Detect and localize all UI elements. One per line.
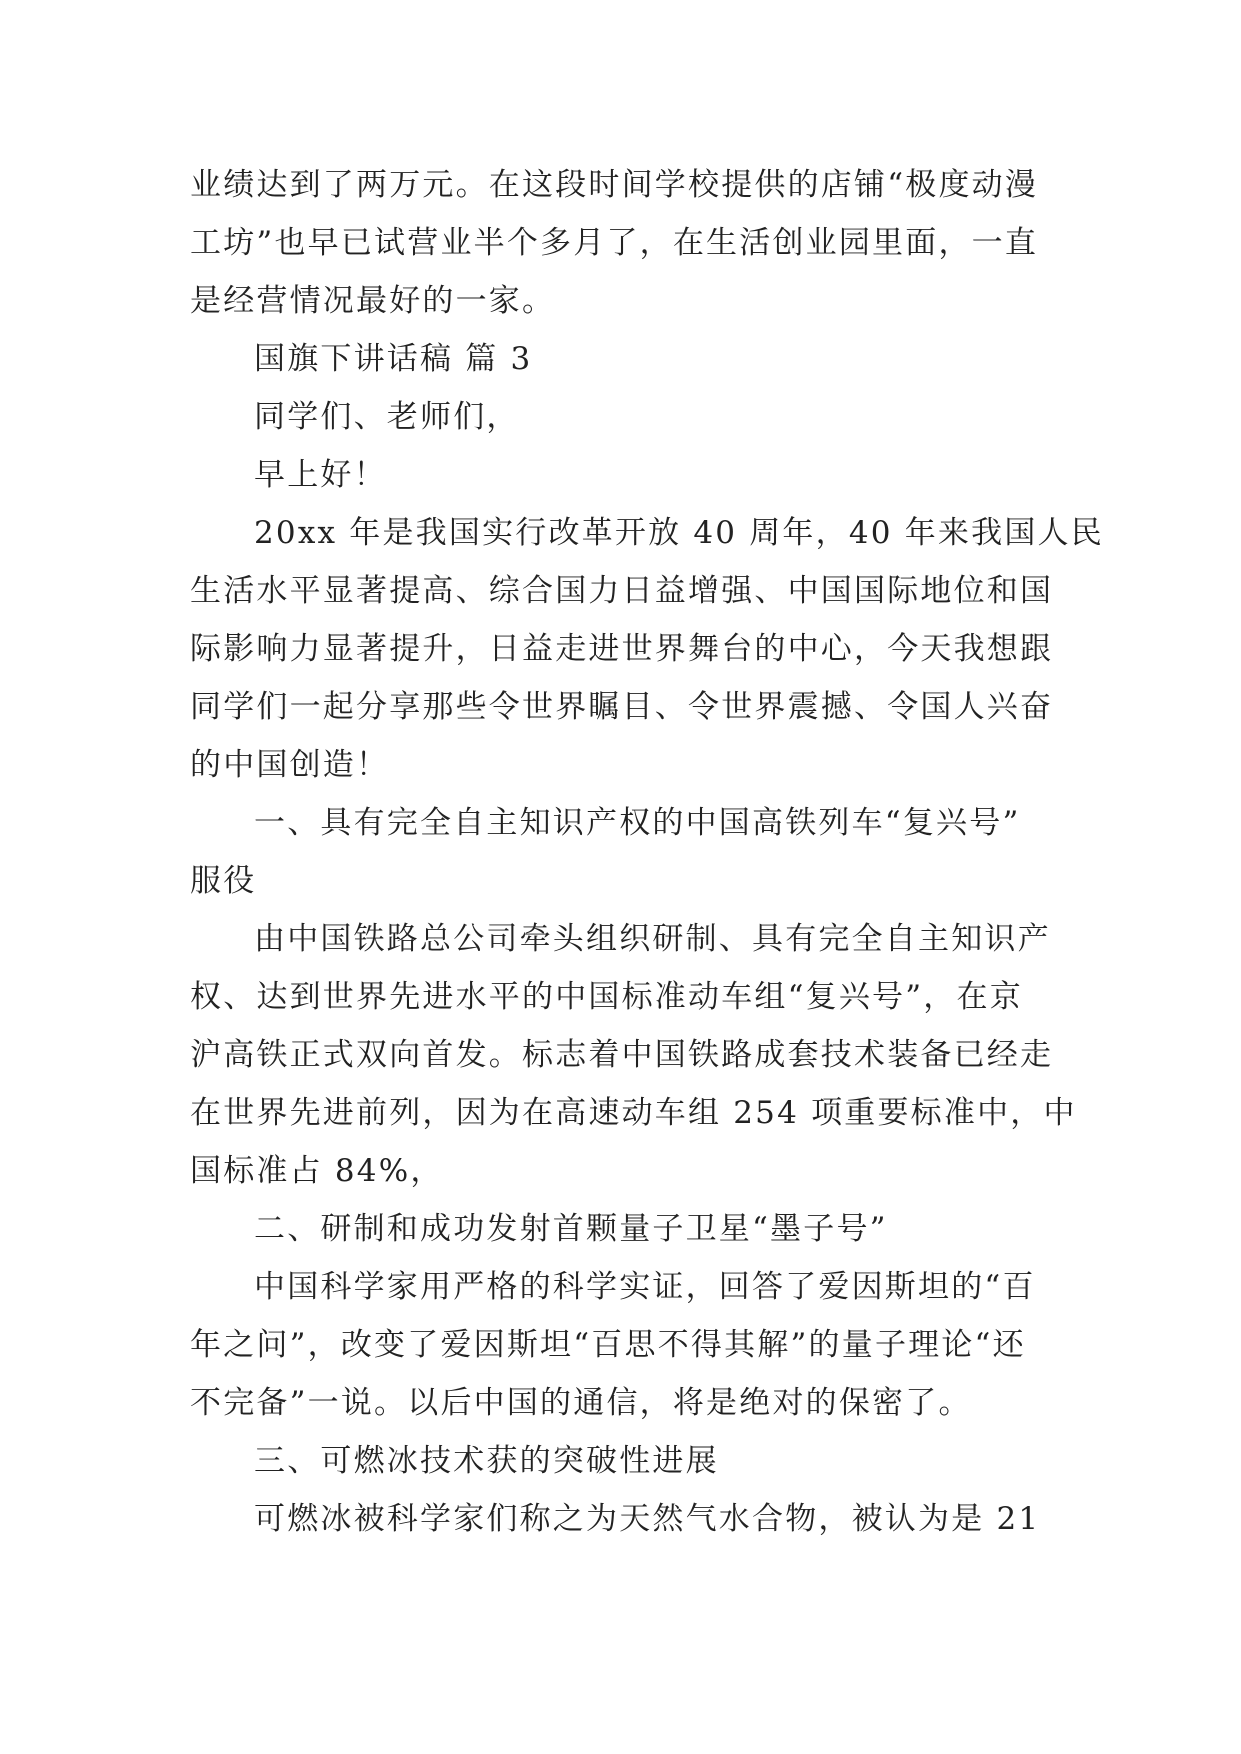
subheading: 服役	[190, 863, 257, 899]
subheading: 一、具有完全自主知识产权的中国高铁列车“复兴号”	[254, 805, 1021, 841]
subheading: 二、研制和成功发射首颗量子卫星“墨子号”	[254, 1211, 888, 1247]
text-line: 不完备”一说。以后中国的通信，将是绝对的保密了。	[190, 1385, 972, 1421]
text-line: 是经营情况最好的一家。	[190, 283, 556, 319]
salutation: 同学们、老师们，	[254, 399, 520, 435]
text-line: 际影响力显著提升，日益走进世界舞台的中心，今天我想跟	[190, 631, 1054, 667]
text-line: 权、达到世界先进水平的中国标准动车组“复兴号”，在京	[190, 979, 1023, 1015]
text-line: 国标准占 84%，	[190, 1153, 444, 1189]
section-heading: 国旗下讲话稿 篇 3	[254, 341, 533, 377]
subheading: 三、可燃冰技术获的突破性进展	[254, 1443, 719, 1479]
greeting: 早上好！	[254, 457, 387, 493]
text-line: 可燃冰被科学家们称之为天然气水合物，被认为是 21	[254, 1501, 1041, 1537]
text-line: 的中国创造！	[190, 747, 390, 783]
text-line: 生活水平显著提高、综合国力日益增强、中国国际地位和国	[190, 573, 1054, 609]
text-line: 年之问”，改变了爱因斯坦“百思不得其解”的量子理论“还	[190, 1327, 1026, 1363]
text-line: 由中国铁路总公司牵头组织研制、具有完全自主知识产	[254, 921, 1051, 957]
text-line: 工坊”也早已试营业半个多月了，在生活创业园里面，一直	[190, 225, 1039, 261]
text-line: 沪高铁正式双向首发。标志着中国铁路成套技术装备已经走	[190, 1037, 1054, 1073]
text-line: 在世界先进前列，因为在高速动车组 254 项重要标准中，中	[190, 1095, 1077, 1131]
text-line: 业绩达到了两万元。在这段时间学校提供的店铺“极度动漫	[190, 167, 1039, 203]
text-line: 同学们一起分享那些令世界瞩目、令世界震撼、令国人兴奋	[190, 689, 1054, 725]
text-line: 中国科学家用严格的科学实证，回答了爱因斯坦的“百	[254, 1269, 1036, 1305]
text-line: 20xx 年是我国实行改革开放 40 周年，40 年来我国人民	[254, 515, 1104, 551]
